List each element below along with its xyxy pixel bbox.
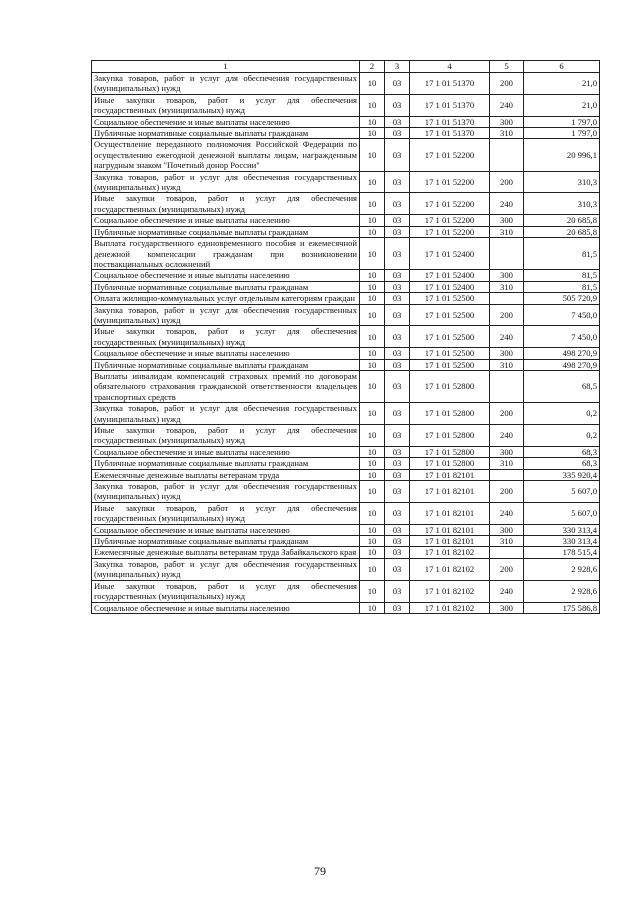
table-row: [92, 128, 600, 139]
expense-type-code-cell: 240: [490, 94, 524, 116]
table-row: [92, 403, 600, 425]
section-code-cell: 10: [360, 425, 385, 447]
section-code-cell: 10: [360, 94, 385, 116]
item-description-cell: Публичные нормативные социальные выплаты гражданам: [92, 359, 360, 370]
subsection-code-cell: 03: [385, 270, 410, 281]
section-code-cell: 10: [360, 116, 385, 127]
item-description-cell: Публичные нормативные социальные выплаты гражданам: [92, 458, 360, 469]
target-article-code-cell: 17 1 01 52500: [410, 348, 490, 359]
subsection-code-cell: 03: [385, 469, 410, 480]
section-code-cell: 10: [360, 293, 385, 304]
subsection-code-cell: 03: [385, 139, 410, 171]
table-row: [92, 304, 600, 326]
amount-cell: 81,5: [524, 238, 600, 270]
amount-cell: 498 270,9: [524, 348, 600, 359]
section-code-cell: 10: [360, 524, 385, 535]
section-code-cell: 10: [360, 326, 385, 348]
item-description-cell: Социальное обеспечение и иные выплаты населению: [92, 602, 360, 613]
subsection-code-cell: 03: [385, 403, 410, 425]
target-article-code-cell: 17 1 01 52500: [410, 293, 490, 304]
item-description-cell: Ежемесячные денежные выплаты ветеранам труда: [92, 469, 360, 480]
table-row: [92, 193, 600, 215]
expense-type-code-cell: [490, 139, 524, 171]
amount-cell: 178 515,4: [524, 547, 600, 558]
column-header-1: 1: [92, 61, 360, 73]
item-description-cell: Выплата государственного единовременного пособия и ежемесячной денежной компенсации гражданам при возникновении поствакцинальных осложнений: [92, 238, 360, 270]
expense-type-code-cell: 310: [490, 458, 524, 469]
amount-cell: 20 685,8: [524, 226, 600, 237]
table-row: [92, 481, 600, 503]
target-article-code-cell: 17 1 01 82101: [410, 536, 490, 547]
table-row: [92, 226, 600, 237]
item-description-cell: Ежемесячные денежные выплаты ветеранам труда Забайкальского края: [92, 547, 360, 558]
item-description-cell: Публичные нормативные социальные выплаты гражданам: [92, 281, 360, 292]
subsection-code-cell: 03: [385, 547, 410, 558]
subsection-code-cell: 03: [385, 536, 410, 547]
header-row: [92, 61, 600, 73]
expense-type-code-cell: 240: [490, 502, 524, 524]
target-article-code-cell: 17 1 01 52800: [410, 403, 490, 425]
expense-type-code-cell: 200: [490, 558, 524, 580]
table-row: [92, 171, 600, 193]
target-article-code-cell: 17 1 01 51370: [410, 128, 490, 139]
amount-cell: 21,0: [524, 94, 600, 116]
target-article-code-cell: 17 1 01 82101: [410, 502, 490, 524]
section-code-cell: 10: [360, 481, 385, 503]
section-code-cell: 10: [360, 171, 385, 193]
target-article-code-cell: 17 1 01 51370: [410, 116, 490, 127]
target-article-code-cell: 17 1 01 52800: [410, 446, 490, 457]
subsection-code-cell: 03: [385, 215, 410, 226]
item-description-cell: Закупка товаров, работ и услуг для обеспечения государственных (муниципальных) нужд: [92, 304, 360, 326]
expense-type-code-cell: 200: [490, 481, 524, 503]
item-description-cell: Закупка товаров, работ и услуг для обеспечения государственных (муниципальных) нужд: [92, 403, 360, 425]
amount-cell: 310,3: [524, 171, 600, 193]
item-description-cell: Оплата жилищно-коммунальных услуг отдельным категориям граждан: [92, 293, 360, 304]
section-code-cell: 10: [360, 348, 385, 359]
table-body: [92, 73, 600, 614]
amount-cell: 2 928,6: [524, 580, 600, 602]
amount-cell: 505 720,9: [524, 293, 600, 304]
expense-type-code-cell: 200: [490, 403, 524, 425]
section-code-cell: 10: [360, 139, 385, 171]
item-description-cell: Иные закупки товаров, работ и услуг для обеспечения государственных (муниципальных) нужд: [92, 326, 360, 348]
target-article-code-cell: 17 1 01 82101: [410, 469, 490, 480]
item-description-cell: Социальное обеспечение и иные выплаты населению: [92, 524, 360, 535]
subsection-code-cell: 03: [385, 73, 410, 95]
expense-type-code-cell: [490, 238, 524, 270]
section-code-cell: 10: [360, 446, 385, 457]
subsection-code-cell: 03: [385, 238, 410, 270]
subsection-code-cell: 03: [385, 348, 410, 359]
item-description-cell: Социальное обеспечение и иные выплаты населению: [92, 348, 360, 359]
section-code-cell: 10: [360, 73, 385, 95]
subsection-code-cell: 03: [385, 458, 410, 469]
subsection-code-cell: 03: [385, 193, 410, 215]
amount-cell: 330 313,4: [524, 524, 600, 535]
amount-cell: 0,2: [524, 403, 600, 425]
table-row: [92, 536, 600, 547]
expense-type-code-cell: 200: [490, 171, 524, 193]
target-article-code-cell: 17 1 01 51370: [410, 73, 490, 95]
item-description-cell: Публичные нормативные социальные выплаты гражданам: [92, 128, 360, 139]
amount-cell: 5 607,0: [524, 502, 600, 524]
table-row: [92, 458, 600, 469]
target-article-code-cell: 17 1 01 52200: [410, 226, 490, 237]
amount-cell: 335 920,4: [524, 469, 600, 480]
target-article-code-cell: 17 1 01 52400: [410, 281, 490, 292]
section-code-cell: 10: [360, 558, 385, 580]
target-article-code-cell: 17 1 01 52200: [410, 193, 490, 215]
section-code-cell: 10: [360, 403, 385, 425]
target-article-code-cell: 17 1 01 52500: [410, 359, 490, 370]
section-code-cell: 10: [360, 270, 385, 281]
section-code-cell: 10: [360, 547, 385, 558]
table-row: [92, 348, 600, 359]
item-description-cell: Социальное обеспечение и иные выплаты населению: [92, 116, 360, 127]
amount-cell: 7 450,0: [524, 326, 600, 348]
amount-cell: 68,3: [524, 446, 600, 457]
amount-cell: 2 928,6: [524, 558, 600, 580]
table-row: [92, 270, 600, 281]
table-row: [92, 580, 600, 602]
amount-cell: 7 450,0: [524, 304, 600, 326]
target-article-code-cell: 17 1 01 52800: [410, 458, 490, 469]
target-article-code-cell: 17 1 01 52200: [410, 171, 490, 193]
expense-type-code-cell: [490, 547, 524, 558]
section-code-cell: 10: [360, 193, 385, 215]
target-article-code-cell: 17 1 01 52500: [410, 304, 490, 326]
table-row: [92, 238, 600, 270]
expense-type-code-cell: 300: [490, 446, 524, 457]
expense-type-code-cell: 300: [490, 524, 524, 535]
item-description-cell: Иные закупки товаров, работ и услуг для обеспечения государственных (муниципальных) нужд: [92, 193, 360, 215]
amount-cell: 1 797,0: [524, 116, 600, 127]
expense-type-code-cell: 310: [490, 128, 524, 139]
table-row: [92, 94, 600, 116]
table-row: [92, 446, 600, 457]
target-article-code-cell: 17 1 01 82101: [410, 481, 490, 503]
expense-type-code-cell: 240: [490, 425, 524, 447]
target-article-code-cell: 17 1 01 52500: [410, 326, 490, 348]
expense-type-code-cell: 300: [490, 602, 524, 613]
subsection-code-cell: 03: [385, 304, 410, 326]
section-code-cell: 10: [360, 370, 385, 402]
section-code-cell: 10: [360, 128, 385, 139]
table-row: [92, 425, 600, 447]
item-description-cell: Иные закупки товаров, работ и услуг для обеспечения государственных (муниципальных) нужд: [92, 425, 360, 447]
expense-type-code-cell: [490, 469, 524, 480]
section-code-cell: 10: [360, 359, 385, 370]
subsection-code-cell: 03: [385, 524, 410, 535]
amount-cell: 21,0: [524, 73, 600, 95]
amount-cell: 310,3: [524, 193, 600, 215]
target-article-code-cell: 17 1 01 52200: [410, 139, 490, 171]
expense-type-code-cell: 310: [490, 226, 524, 237]
table-row: [92, 326, 600, 348]
subsection-code-cell: 03: [385, 602, 410, 613]
subsection-code-cell: 03: [385, 326, 410, 348]
section-code-cell: 10: [360, 536, 385, 547]
item-description-cell: Выплаты инвалидам компенсаций страховых премий по договорам обязательного страхования гражданской ответственности владельцев транспортных средств: [92, 370, 360, 402]
table-row: [92, 139, 600, 171]
table-row: [92, 602, 600, 613]
subsection-code-cell: 03: [385, 293, 410, 304]
column-header-5: 5: [490, 61, 524, 73]
item-description-cell: Социальное обеспечение и иные выплаты населению: [92, 446, 360, 457]
target-article-code-cell: 17 1 01 52800: [410, 370, 490, 402]
subsection-code-cell: 03: [385, 359, 410, 370]
expense-type-code-cell: 300: [490, 270, 524, 281]
table-row: [92, 215, 600, 226]
table-row: [92, 73, 600, 95]
subsection-code-cell: 03: [385, 370, 410, 402]
target-article-code-cell: 17 1 01 52800: [410, 425, 490, 447]
item-description-cell: Закупка товаров, работ и услуг для обеспечения государственных (муниципальных) нужд: [92, 558, 360, 580]
subsection-code-cell: 03: [385, 425, 410, 447]
subsection-code-cell: 03: [385, 116, 410, 127]
target-article-code-cell: 17 1 01 51370: [410, 94, 490, 116]
expense-type-code-cell: 240: [490, 193, 524, 215]
expense-type-code-cell: 200: [490, 304, 524, 326]
section-code-cell: 10: [360, 238, 385, 270]
table-row: [92, 558, 600, 580]
target-article-code-cell: 17 1 01 82102: [410, 558, 490, 580]
item-description-cell: Осуществление переданного полномочия Российской Федерации по осуществлению ежегодной денежной выплаты лицам, награжденным нагрудным знаком "Почетный донор России": [92, 139, 360, 171]
amount-cell: 330 313,4: [524, 536, 600, 547]
column-header-2: 2: [360, 61, 385, 73]
subsection-code-cell: 03: [385, 281, 410, 292]
table-row: [92, 359, 600, 370]
section-code-cell: 10: [360, 502, 385, 524]
amount-cell: 81,5: [524, 281, 600, 292]
expense-type-code-cell: 310: [490, 536, 524, 547]
item-description-cell: Закупка товаров, работ и услуг для обеспечения государственных (муниципальных) нужд: [92, 73, 360, 95]
amount-cell: 81,5: [524, 270, 600, 281]
item-description-cell: Закупка товаров, работ и услуг для обеспечения государственных (муниципальных) нужд: [92, 171, 360, 193]
subsection-code-cell: 03: [385, 171, 410, 193]
table-row: [92, 547, 600, 558]
section-code-cell: 10: [360, 580, 385, 602]
target-article-code-cell: 17 1 01 52400: [410, 238, 490, 270]
table-row: [92, 293, 600, 304]
table-row: [92, 524, 600, 535]
subsection-code-cell: 03: [385, 128, 410, 139]
amount-cell: 20 685,8: [524, 215, 600, 226]
item-description-cell: Иные закупки товаров, работ и услуг для обеспечения государственных (муниципальных) нужд: [92, 502, 360, 524]
subsection-code-cell: 03: [385, 502, 410, 524]
amount-cell: 0,2: [524, 425, 600, 447]
table-row: [92, 281, 600, 292]
section-code-cell: 10: [360, 215, 385, 226]
item-description-cell: Иные закупки товаров, работ и услуг для обеспечения государственных (муниципальных) нужд: [92, 94, 360, 116]
item-description-cell: Закупка товаров, работ и услуг для обеспечения государственных (муниципальных) нужд: [92, 481, 360, 503]
budget-table: [91, 60, 600, 614]
expense-type-code-cell: [490, 370, 524, 402]
expense-type-code-cell: 200: [490, 73, 524, 95]
item-description-cell: Социальное обеспечение и иные выплаты населению: [92, 270, 360, 281]
item-description-cell: Социальное обеспечение и иные выплаты населению: [92, 215, 360, 226]
section-code-cell: 10: [360, 226, 385, 237]
section-code-cell: 10: [360, 281, 385, 292]
expense-type-code-cell: 300: [490, 116, 524, 127]
table-row: [92, 370, 600, 402]
subsection-code-cell: 03: [385, 94, 410, 116]
expense-type-code-cell: 310: [490, 359, 524, 370]
amount-cell: 175 586,8: [524, 602, 600, 613]
table-row: [92, 116, 600, 127]
section-code-cell: 10: [360, 304, 385, 326]
subsection-code-cell: 03: [385, 580, 410, 602]
page-number: 79: [314, 864, 326, 878]
table-row: [92, 502, 600, 524]
item-description-cell: Иные закупки товаров, работ и услуг для обеспечения государственных (муниципальных) нужд: [92, 580, 360, 602]
target-article-code-cell: 17 1 01 82102: [410, 602, 490, 613]
expense-type-code-cell: 240: [490, 580, 524, 602]
table-row: [92, 469, 600, 480]
amount-cell: 5 607,0: [524, 481, 600, 503]
column-header-6: 6: [524, 61, 600, 73]
subsection-code-cell: 03: [385, 558, 410, 580]
column-header-3: 3: [385, 61, 410, 73]
amount-cell: 1 797,0: [524, 128, 600, 139]
amount-cell: 20 996,1: [524, 139, 600, 171]
target-article-code-cell: 17 1 01 82102: [410, 547, 490, 558]
item-description-cell: Публичные нормативные социальные выплаты гражданам: [92, 226, 360, 237]
amount-cell: 68,5: [524, 370, 600, 402]
expense-type-code-cell: 300: [490, 215, 524, 226]
subsection-code-cell: 03: [385, 226, 410, 237]
target-article-code-cell: 17 1 01 52200: [410, 215, 490, 226]
target-article-code-cell: 17 1 01 82101: [410, 524, 490, 535]
section-code-cell: 10: [360, 458, 385, 469]
section-code-cell: 10: [360, 469, 385, 480]
section-code-cell: 10: [360, 602, 385, 613]
expense-type-code-cell: [490, 293, 524, 304]
item-description-cell: Публичные нормативные социальные выплаты гражданам: [92, 536, 360, 547]
column-header-4: 4: [410, 61, 490, 73]
target-article-code-cell: 17 1 01 82102: [410, 580, 490, 602]
subsection-code-cell: 03: [385, 446, 410, 457]
subsection-code-cell: 03: [385, 481, 410, 503]
expense-type-code-cell: 310: [490, 281, 524, 292]
expense-type-code-cell: 240: [490, 326, 524, 348]
target-article-code-cell: 17 1 01 52400: [410, 270, 490, 281]
expense-type-code-cell: 300: [490, 348, 524, 359]
amount-cell: 68,3: [524, 458, 600, 469]
amount-cell: 498 270,9: [524, 359, 600, 370]
